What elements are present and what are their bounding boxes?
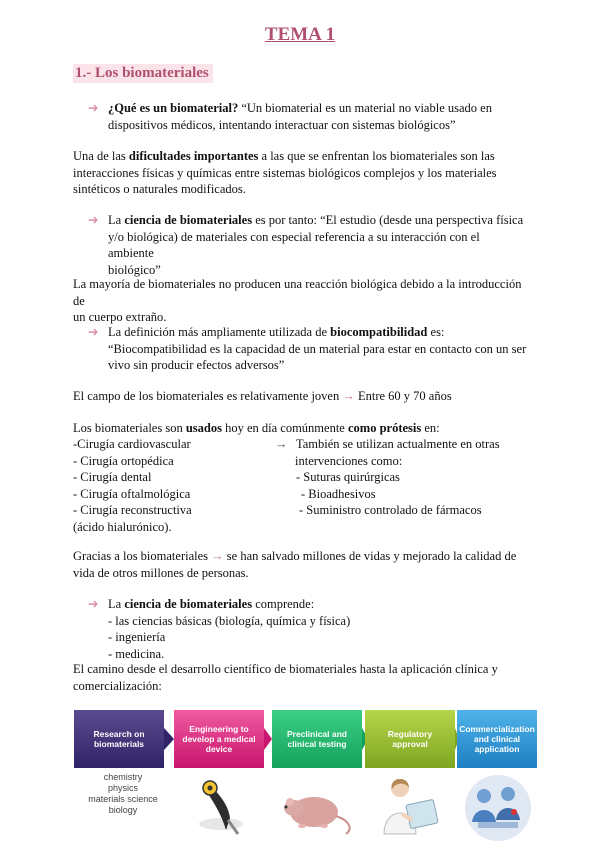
- list-item: - Cirugía dental: [73, 470, 152, 484]
- pathway-diagram: [74, 706, 534, 846]
- page-title: TEMA 1: [264, 24, 336, 45]
- regulator-icon: [362, 772, 452, 844]
- lab-rat-icon: [272, 772, 362, 842]
- right-arrow-icon: →: [342, 389, 355, 403]
- paragraph-science: La ciencia de biomateriales es por tanto: “El estudio (desde una perspectiva física y/o biológica) de materiales con especial referencia a su interacción con el ambiente biológico”: [108, 213, 524, 277]
- paragraph-field-age: El campo de los biomateriales es relativamente joven → Entre 60 y 70 años: [73, 389, 452, 403]
- paragraph-biocompatibility: La definición más ampliamente utilizada de biocompatibilidad es: “Biocompatibilidad es la capacidad de un material para estar en contacto con un ser vivo sin producir efectos adversos”: [108, 325, 527, 372]
- step-connector: [264, 728, 272, 750]
- step-research: Research on biomaterials: [74, 710, 164, 768]
- list-item: -Cirugía cardiovascular: [73, 437, 191, 451]
- paragraph-definition: ¿Qué es un biomaterial? “Un biomaterial es un material no viable usado en dispositivos médicos, intentando interactuar con sistemas biológicos”: [108, 101, 492, 132]
- paragraph-comprises: La ciencia de biomateriales comprende: - las ciencias básicas (biología, química y física) - ingeniería - medicina.: [108, 597, 351, 661]
- list-item: - Suturas quirúrgicas: [296, 470, 400, 484]
- bullet-arrow-icon: ➔: [88, 325, 99, 339]
- step-regulatory: Regulatory approval: [365, 710, 455, 768]
- step-engineering: Engineering to develop a medical device: [174, 710, 264, 768]
- list-item: intervenciones como:: [295, 453, 403, 468]
- right-arrow-icon: →: [211, 549, 224, 563]
- surgery-team-icon: [462, 772, 534, 844]
- list-item: - Cirugía oftalmológica: [73, 486, 191, 501]
- list-item: - Bioadhesivos: [301, 486, 376, 501]
- paragraph-reaction: La mayoría de biomateriales no producen una reacción biológica debido a la introducción de un cuerpo extraño.: [73, 277, 522, 324]
- paragraph-lives-saved: Gracias a los biomateriales → se han salvado millones de vidas y mejorado la calidad de vida de otros millones de personas.: [73, 549, 517, 580]
- section-heading: 1.- Los biomateriales: [73, 64, 213, 83]
- bullet-arrow-icon: ➔: [88, 101, 99, 115]
- list-item: - Cirugía reconstructiva: [73, 503, 192, 517]
- step-commercialization: Commercialization and clinical application: [457, 710, 537, 768]
- paragraph-pathway: El camino desde el desarrollo científico de biomateriales hasta la aplicación clínica y comercialización:: [73, 662, 498, 693]
- bullet-arrow-icon: ➔: [88, 213, 99, 227]
- medical-device-icon: [186, 772, 256, 842]
- research-subjects: chemistry physics materials science biology: [88, 772, 158, 815]
- list-item: - Suministro controlado de fármacos: [299, 503, 482, 517]
- step-connector: [164, 728, 174, 750]
- list-item: También se utilizan actualmente en otras: [296, 437, 500, 451]
- bullet-arrow-icon: ➔: [88, 597, 99, 611]
- list-item: - Cirugía ortopédica: [73, 453, 174, 468]
- paragraph-usage: Los biomateriales son usados hoy en día comúnmente como prótesis en:: [73, 421, 440, 435]
- paragraph-difficulties: Una de las dificultades importantes a las que se enfrentan los biomateriales son las interacciones físicas y químicas entre sistemas biológicos complejos y los materiales sintéticos o naturales modificados.: [73, 149, 497, 196]
- step-testing: Preclinical and clinical testing: [272, 710, 362, 768]
- right-arrow-icon: →: [275, 437, 288, 451]
- bold-term: ¿Qué es un biomaterial?: [108, 101, 239, 115]
- list-item: (ácido hialurónico).: [73, 519, 172, 534]
